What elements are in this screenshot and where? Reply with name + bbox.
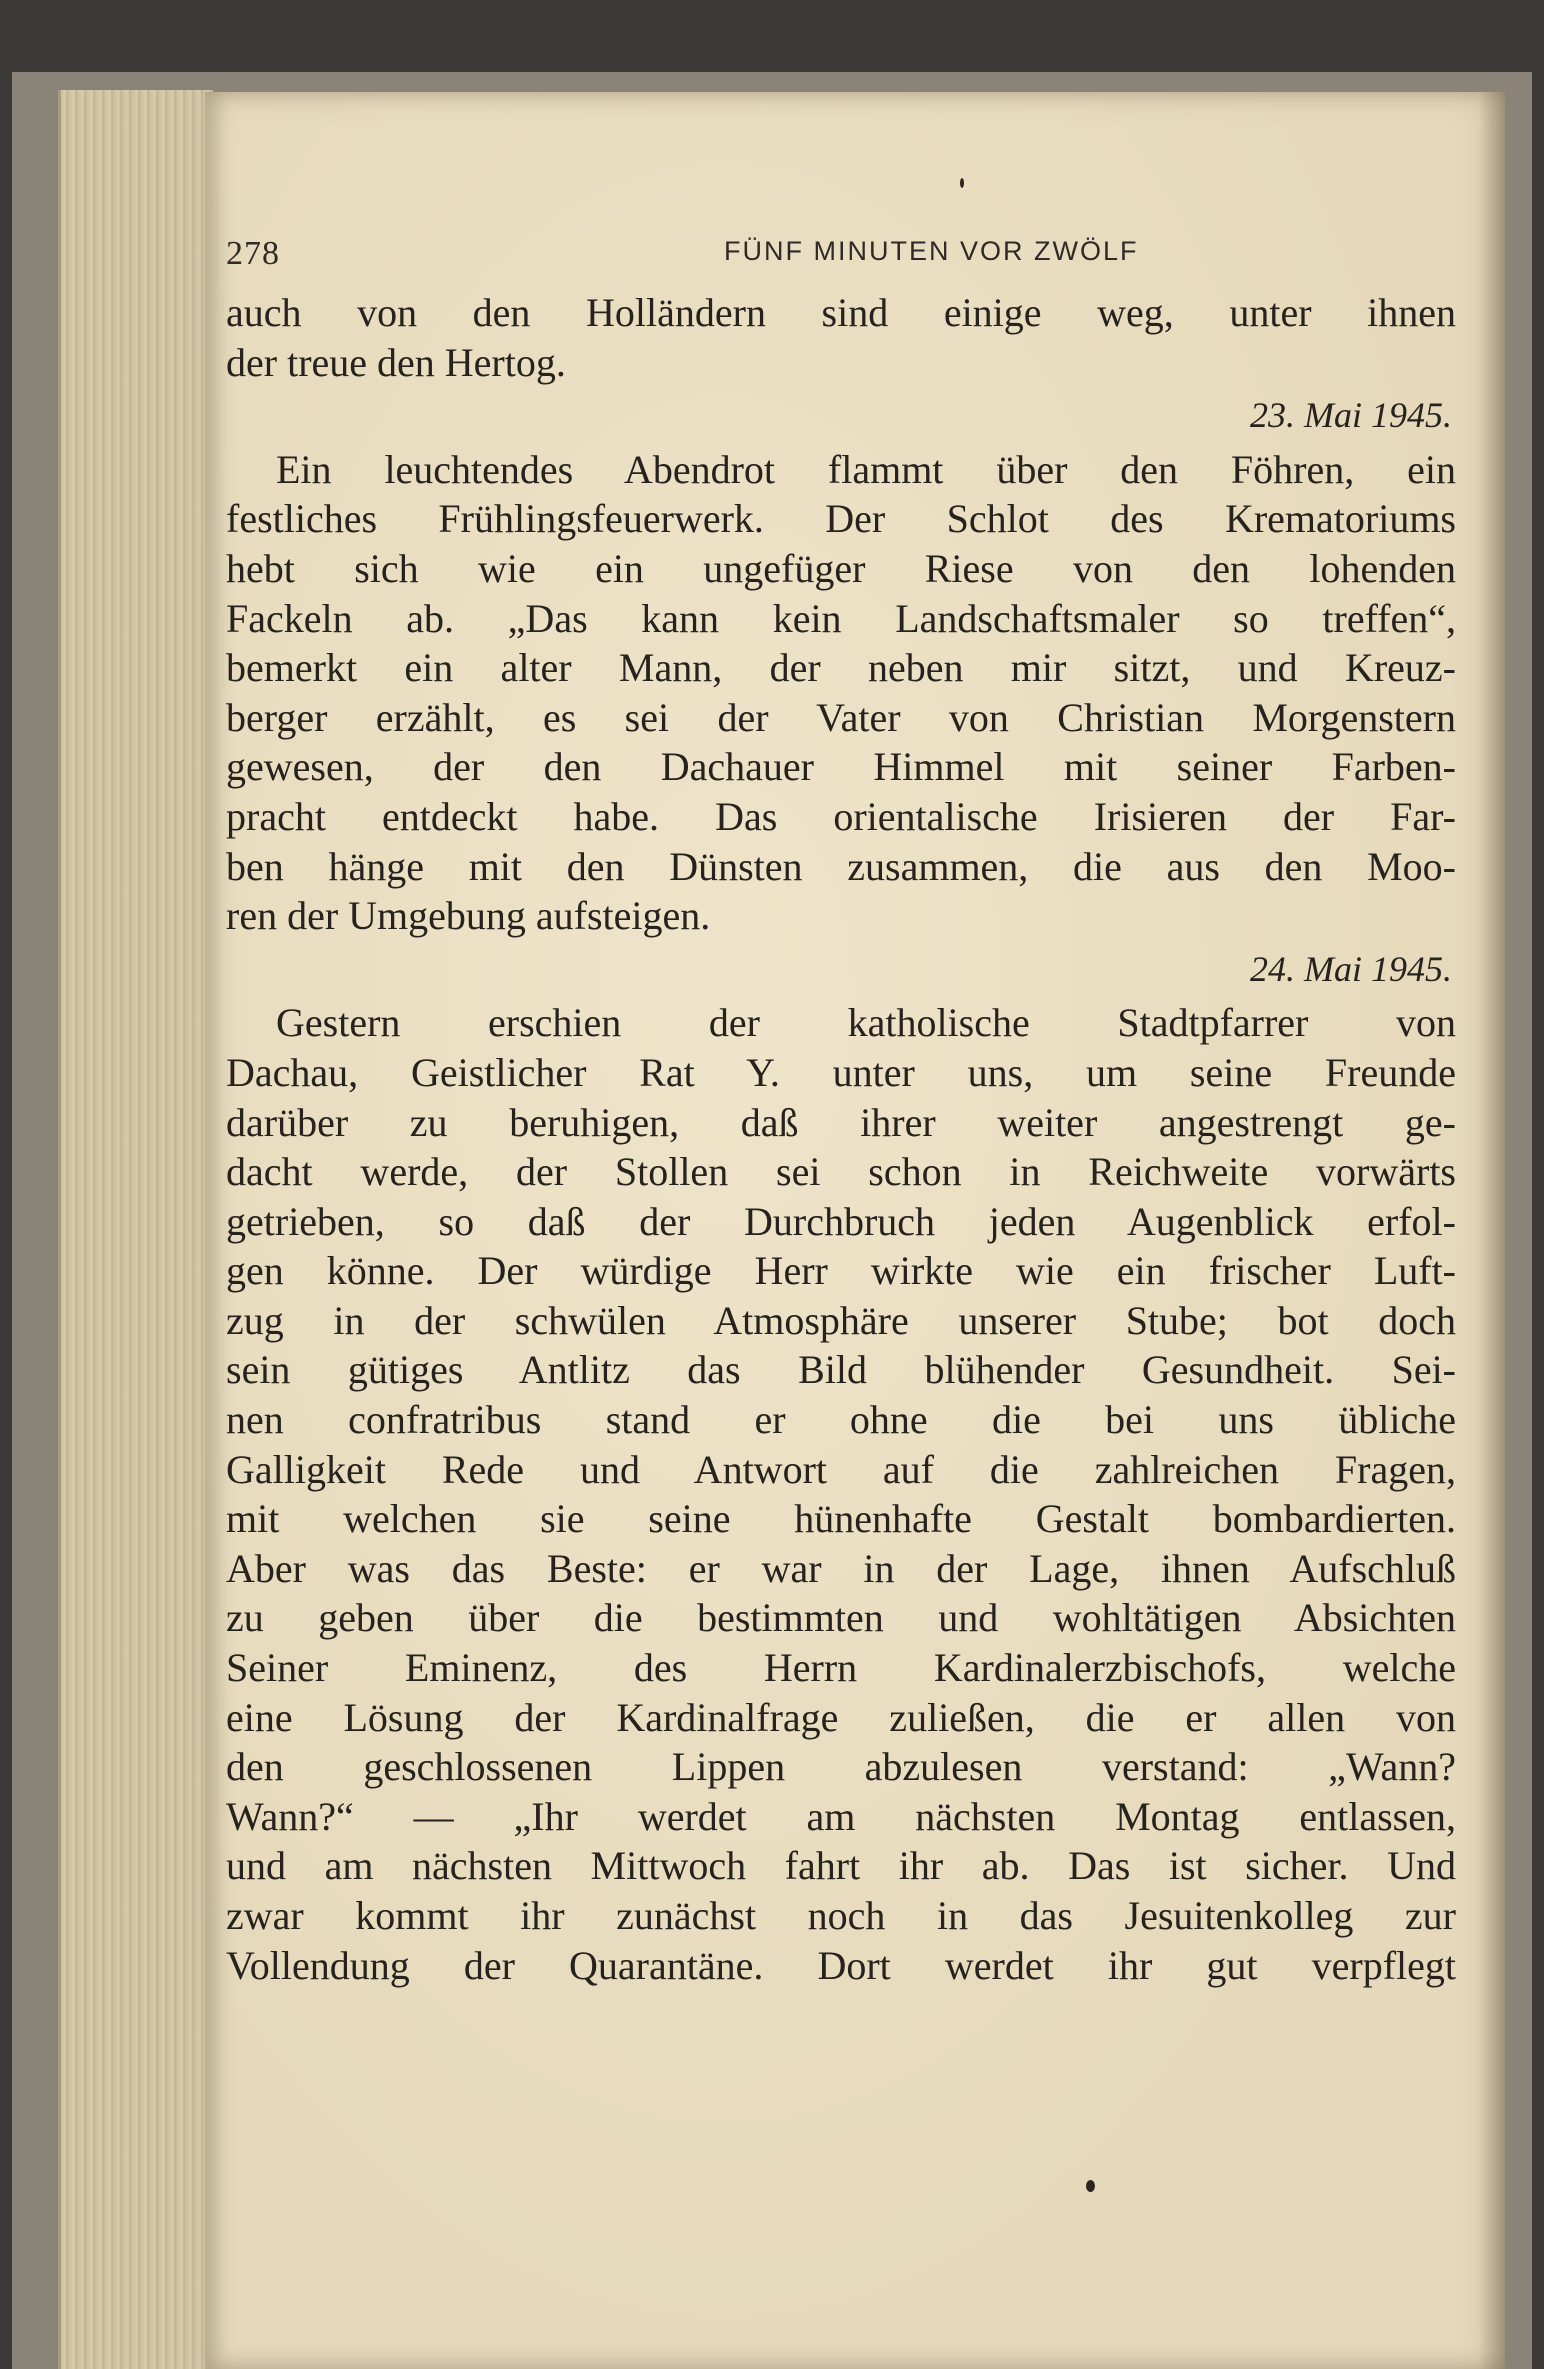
text-line: Fackeln ab. „Das kann kein Landschaftsmaler so treffen“,	[226, 595, 1456, 641]
text-line: Aber was das Beste: er war in der Lage, ihnen Aufschluß	[226, 1545, 1456, 1591]
text-line: zwar kommt ihr zunächst noch in das Jesuitenkolleg zur	[226, 1893, 1456, 1938]
entry-date: 23. Mai 1945.	[1250, 395, 1452, 436]
text-line: ben hänge mit den Dünsten zusammen, die aus den Moo-	[226, 843, 1456, 889]
text-line: bemerkt ein alter Mann, der neben mir sitzt, und Kreuz-	[226, 645, 1456, 691]
text-line: und am nächsten Mittwoch fahrt ihr ab. Das ist sicher. Und	[226, 1843, 1456, 1889]
text-line: zug in der schwülen Atmosphäre unserer Stube; bot doch	[226, 1297, 1456, 1343]
text-line: sein gütiges Antlitz das Bild blühender Gesundheit. Sei-	[226, 1347, 1456, 1393]
entry-date: 24. Mai 1945.	[1250, 948, 1452, 989]
text-line: Galligkeit Rede und Antwort auf die zahlreichen Fragen,	[226, 1446, 1456, 1492]
text-line: Seiner Eminenz, des Herrn Kardinalerzbischofs, welche	[226, 1645, 1456, 1691]
text-line: festliches Frühlingsfeuerwerk. Der Schlot des Krematoriums	[226, 496, 1456, 542]
page-edges	[58, 90, 213, 2369]
text-line: getrieben, so daß der Durchbruch jeden Augenblick erfol-	[226, 1198, 1456, 1244]
running-head: FÜNF MINUTEN VOR ZWÖLF	[724, 236, 1139, 266]
text-line: Ein leuchtendes Abendrot flammt über den Föhren, ein	[276, 446, 1456, 492]
body-text	[226, 288, 1456, 1990]
page-number: 278	[226, 235, 280, 272]
text-line: Gestern erschien der katholische Stadtpfarrer von	[276, 1000, 1456, 1046]
text-line: gewesen, der den Dachauer Himmel mit seiner Farben-	[226, 744, 1456, 790]
ink-speck	[1086, 2180, 1095, 2192]
text-line: darüber zu beruhigen, daß ihrer weiter angestrengt ge-	[226, 1099, 1456, 1145]
text-line: den geschlossenen Lippen abzulesen verstand: „Wann?	[226, 1744, 1456, 1790]
text-line: gen könne. Der würdige Herr wirkte wie ein frischer Luft-	[226, 1248, 1456, 1294]
text-line: zu geben über die bestimmten und wohltätigen Absichten	[226, 1595, 1456, 1641]
text-line: der treue den Hertog.	[226, 339, 566, 385]
text-line: nen confratribus stand er ohne die bei uns übliche	[226, 1397, 1456, 1443]
text-line: Vollendung der Quarantäne. Dort werdet ihr gut verpflegt	[226, 1942, 1456, 1988]
text-line: pracht entdeckt habe. Das orientalische Irisieren der Far-	[226, 793, 1456, 839]
text-line: hebt sich wie ein ungefüger Riese von den lohenden	[226, 545, 1456, 591]
text-line: auch von den Holländern sind einige weg, unter ihnen	[226, 290, 1456, 335]
page-gutter-shadow	[1479, 92, 1505, 2369]
text-line: ren der Umgebung aufsteigen.	[226, 893, 711, 939]
text-line: dacht werde, der Stollen sei schon in Reichweite vorwärts	[226, 1149, 1456, 1195]
text-line: berger erzählt, es sei der Vater von Christian Morgenstern	[226, 694, 1456, 740]
text-line: eine Lösung der Kardinalfrage zuließen, die er allen von	[226, 1694, 1456, 1740]
text-line: Wann?“ — „Ihr werdet am nächsten Montag entlassen,	[226, 1793, 1456, 1839]
text-line: Dachau, Geistlicher Rat Y. unter uns, um seine Freunde	[226, 1049, 1456, 1095]
ink-speck	[960, 178, 964, 188]
text-line: mit welchen sie seine hünenhafte Gestalt bombardierten.	[226, 1496, 1456, 1542]
